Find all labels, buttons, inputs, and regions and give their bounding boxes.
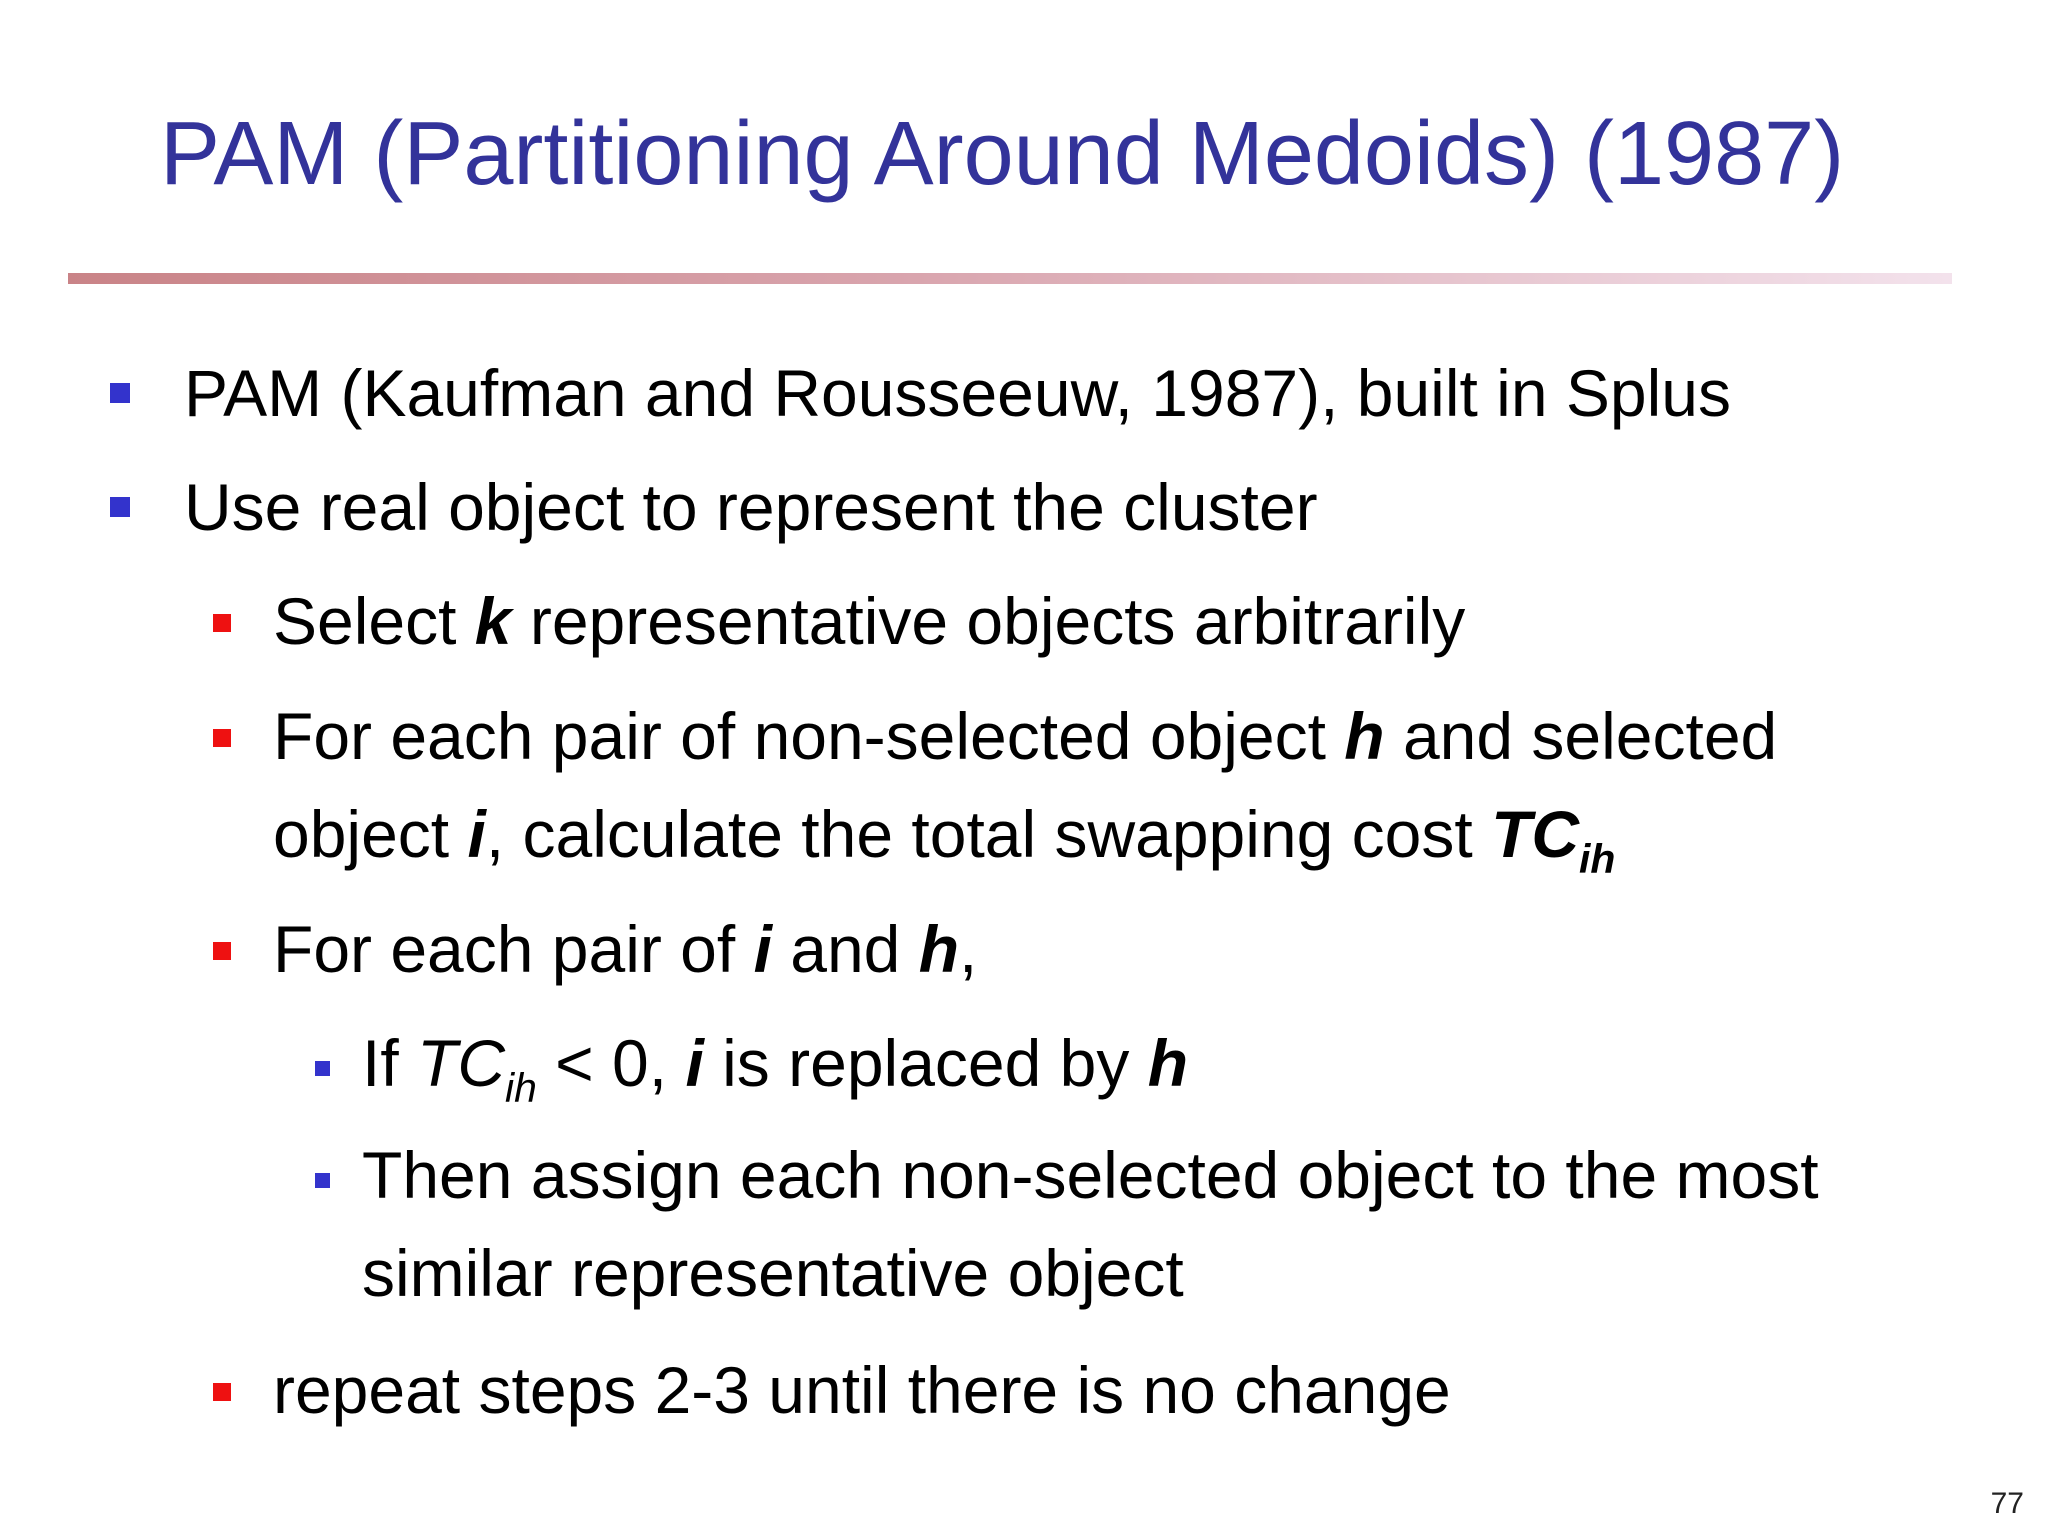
slide-title: PAM (Partitioning Around Medoids) (1987) (160, 104, 1845, 204)
text-fragment: object (273, 797, 468, 871)
var-tc: TC (417, 1026, 505, 1100)
text-fragment: is replaced by (703, 1026, 1148, 1100)
var-h: h (1147, 1026, 1189, 1100)
page-number: 77 (1990, 1487, 2024, 1520)
bullet-text-pair-i-h (273, 912, 978, 986)
bullet-square-icon (315, 1061, 330, 1076)
var-tc: TC (1491, 797, 1580, 871)
bullet-text-select-k (273, 584, 1466, 658)
bullet-text-pam-origin: PAM (Kaufman and Rousseeuw, 1987), built in Splus (184, 356, 1731, 430)
text-fragment: For each pair of non-selected object (273, 699, 1345, 773)
bullet-square-icon (110, 497, 130, 517)
var-h: h (1344, 699, 1385, 773)
text-fragment: and selected (1384, 699, 1778, 773)
bullet-text-swap-cost-line2 (273, 797, 1616, 882)
text-fragment: representative objects arbitrarily (511, 584, 1466, 658)
var-h: h (918, 912, 960, 986)
var-k: k (474, 584, 512, 658)
var-tc-subscript: ih (505, 1064, 537, 1111)
bullet-text-repeat: repeat steps 2-3 until there is no change (273, 1353, 1451, 1427)
bullet-text-swap-cost-line1 (273, 699, 1778, 773)
bullet-text-replace-rule (362, 1026, 1189, 1111)
text-fragment: and (771, 912, 919, 986)
bullet-square-icon (213, 942, 231, 960)
text-fragment: , calculate the total swapping cost (485, 797, 1492, 871)
bullet-text-real-object: Use real object to represent the cluster (184, 470, 1318, 544)
text-fragment: , (959, 912, 978, 986)
bullet-square-icon (213, 1383, 231, 1401)
bullet-text-assign-line2: similar representative object (362, 1236, 1184, 1310)
bullet-square-icon (213, 614, 231, 632)
bullet-square-icon (213, 729, 231, 747)
var-tc-subscript: ih (1579, 835, 1616, 882)
text-fragment: If (362, 1026, 418, 1100)
text-fragment: For each pair of (273, 912, 754, 986)
bullet-text-assign-line1: Then assign each non-selected object to the most (362, 1138, 1819, 1212)
var-i: i (753, 912, 772, 986)
bullet-square-icon (315, 1173, 330, 1188)
title-divider (68, 273, 1952, 284)
var-i: i (467, 797, 486, 871)
bullet-square-icon (110, 383, 130, 403)
text-fragment: < 0, (536, 1026, 686, 1100)
text-fragment: Select (273, 584, 475, 658)
var-i: i (685, 1026, 704, 1100)
